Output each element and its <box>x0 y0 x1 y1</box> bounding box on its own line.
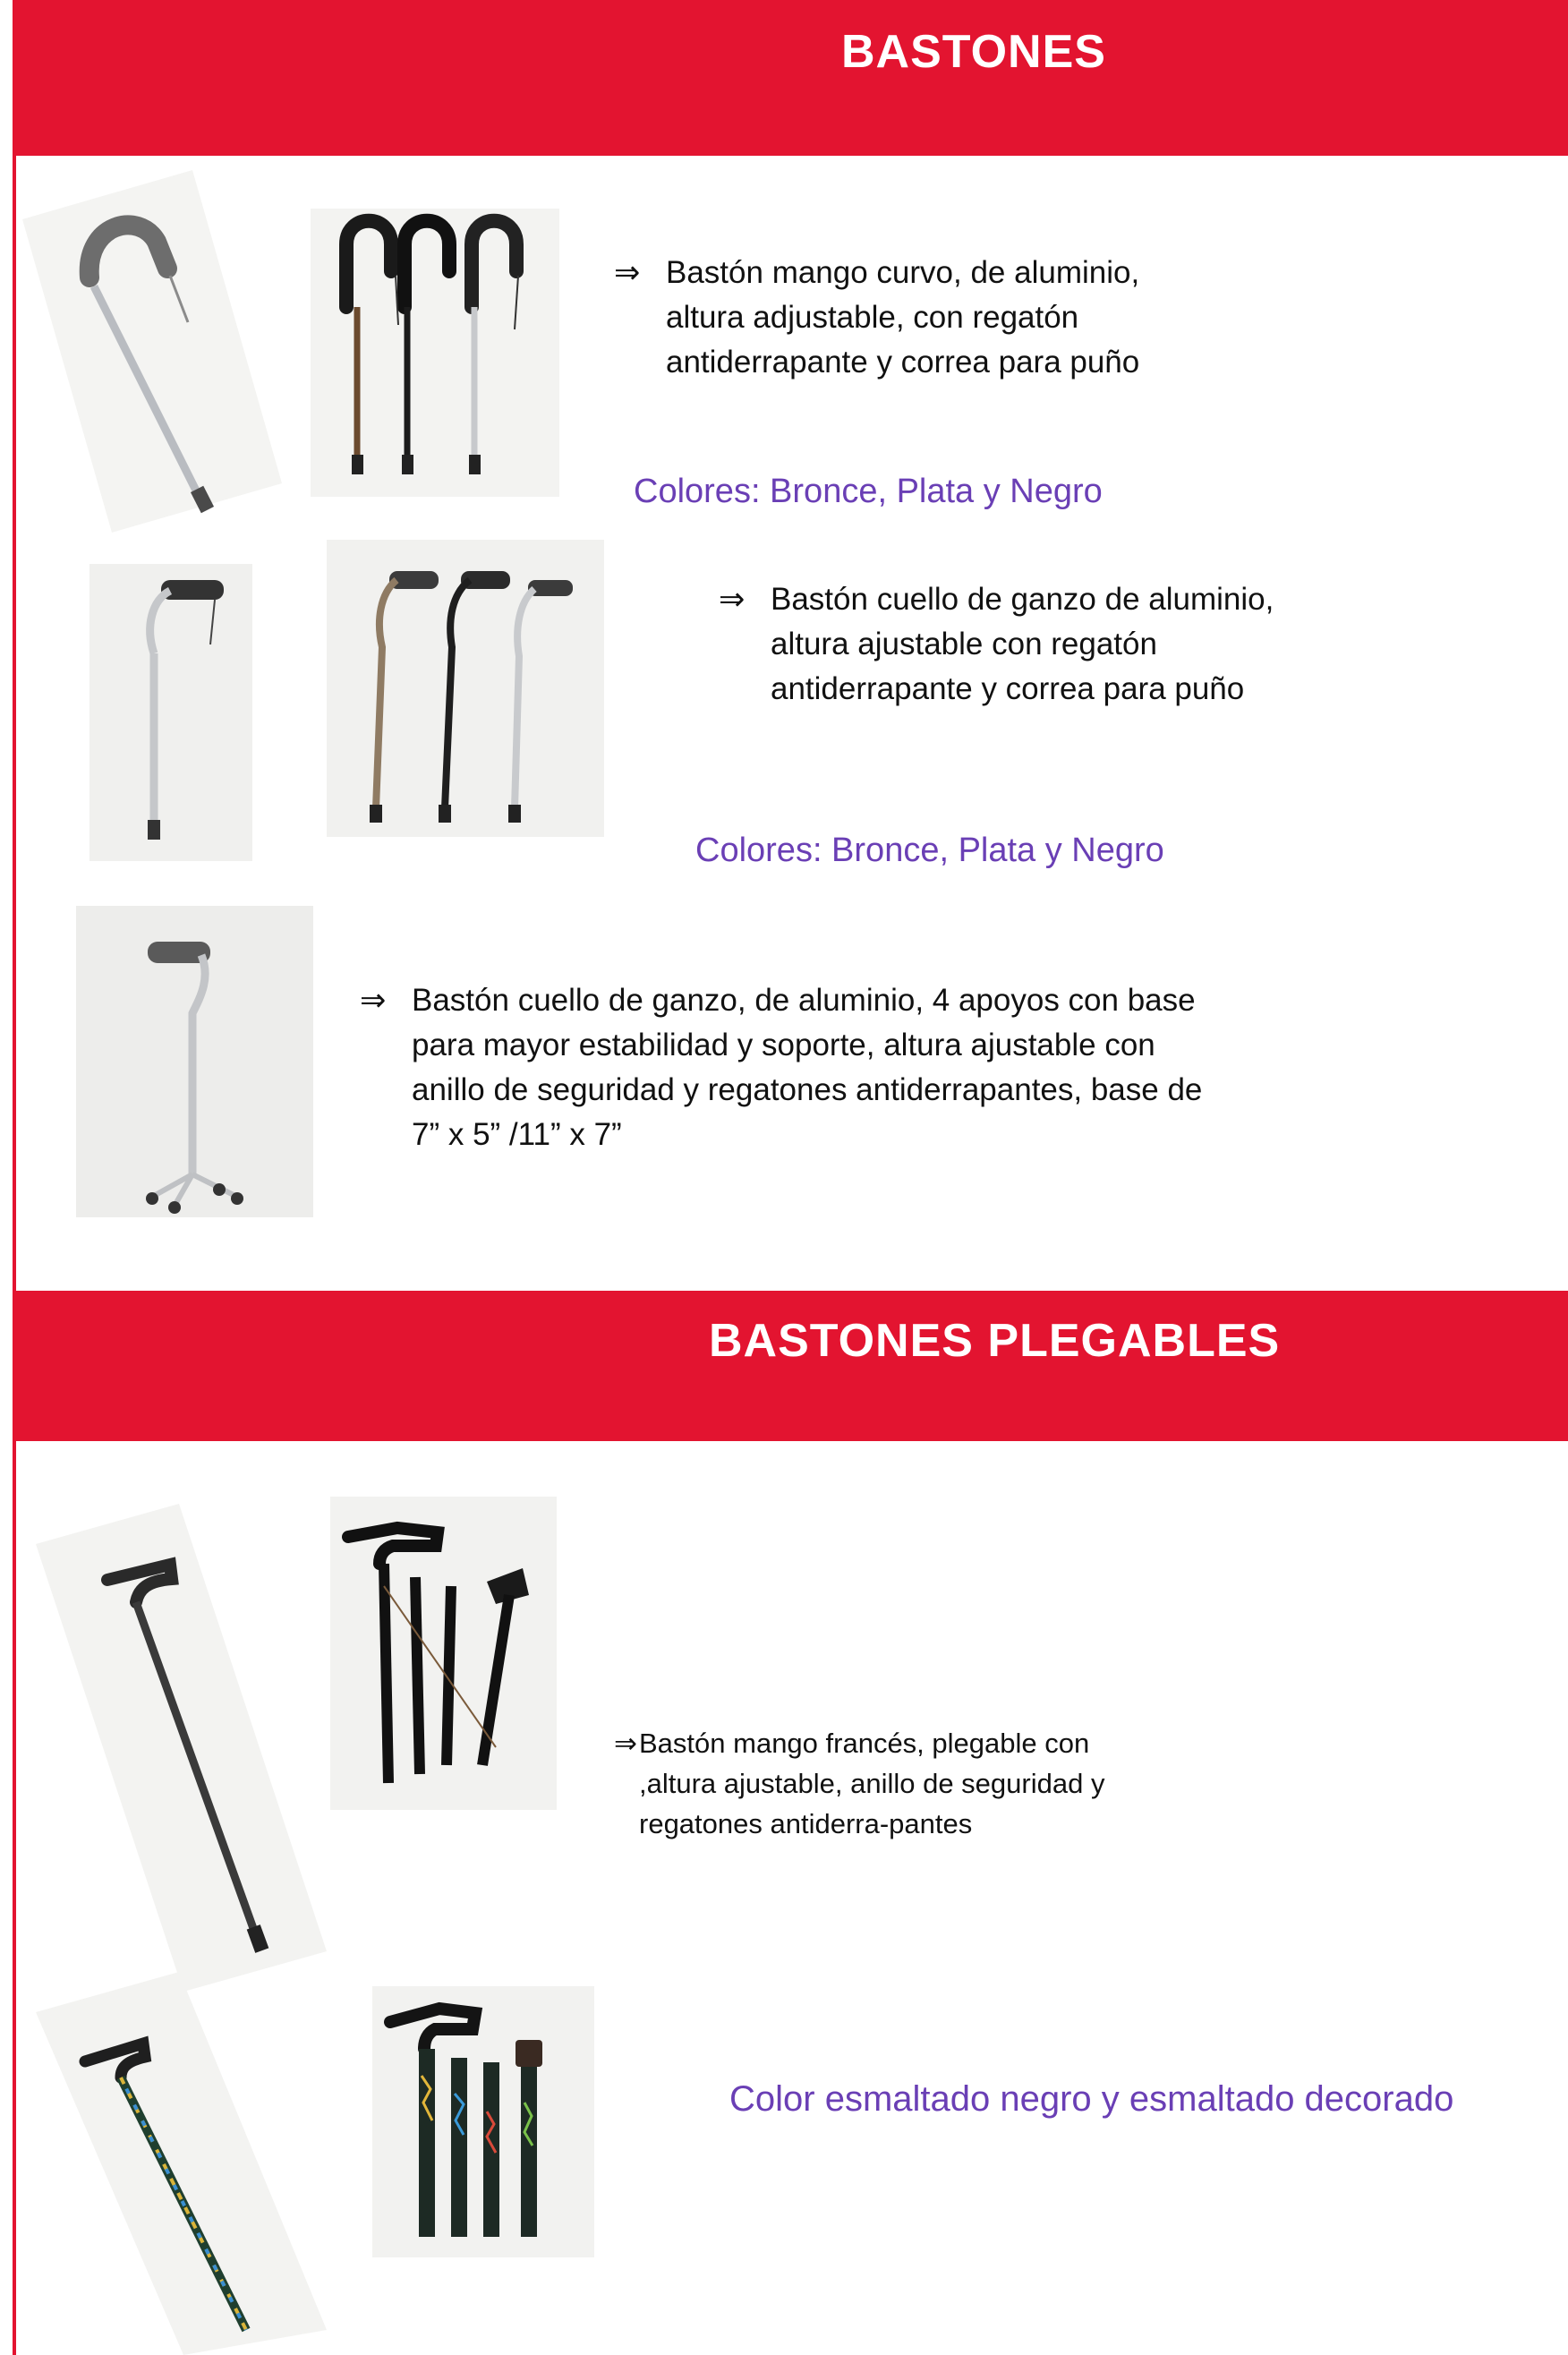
folding-derby-cane-photo <box>36 1504 327 1992</box>
product-description-offset-cane: ⇒ Bastón cuello de ganzo de aluminio, altura ajustable con regatón antiderrapante y correa para puño <box>719 577 1291 712</box>
arrow-icon: ⇒ <box>614 1728 637 1759</box>
curved-handle-canes-three-colors-photo <box>311 209 559 497</box>
section-banner-bastones <box>13 0 1568 156</box>
curved-handle-cane-photo <box>22 170 282 537</box>
offset-canes-three-colors-photo <box>327 540 604 837</box>
product-colors-offset-cane: Colores: Bronce, Plata y Negro <box>695 832 1164 869</box>
offset-cane-photo <box>89 564 252 861</box>
product-description-quad-cane: ⇒ Bastón cuello de ganzo, de aluminio, 4 apoyos con base para mayor estabilidad y soporte, altura ajustable con anillo de seguridad y regatones antiderrapantes, base de 7” x 5” /11” x 7” <box>360 978 1219 1157</box>
decorated-folding-cane-sections-photo <box>372 1986 594 2257</box>
quad-base-cane-photo <box>76 906 313 1217</box>
arrow-icon: ⇒ <box>360 983 387 1018</box>
arrow-icon: ⇒ <box>614 255 641 290</box>
arrow-icon: ⇒ <box>719 582 746 617</box>
product-colors-curved-cane: Colores: Bronce, Plata y Negro <box>634 473 1103 510</box>
product-description-folding-cane: ⇒ Bastón mango francés, plegable con ,altura ajustable, anillo de seguridad y regatones antiderra-pantes <box>614 1723 1115 1844</box>
product-description-curved-cane: ⇒ Bastón mango curvo, de aluminio, altura adjustable, con regatón antiderrapante y correa para puño <box>614 251 1205 385</box>
product-colors-folding-cane: Color esmaltado negro y esmaltado decorado <box>729 2079 1454 2119</box>
left-accent-line <box>13 0 16 2355</box>
folding-cane-sections-photo <box>330 1497 557 1810</box>
decorated-folding-cane-photo <box>36 1972 327 2355</box>
section-title: BASTONES PLEGABLES <box>709 1315 1281 1367</box>
section-title: BASTONES <box>841 26 1106 78</box>
section-banner-bastones-plegables <box>13 1291 1568 1441</box>
